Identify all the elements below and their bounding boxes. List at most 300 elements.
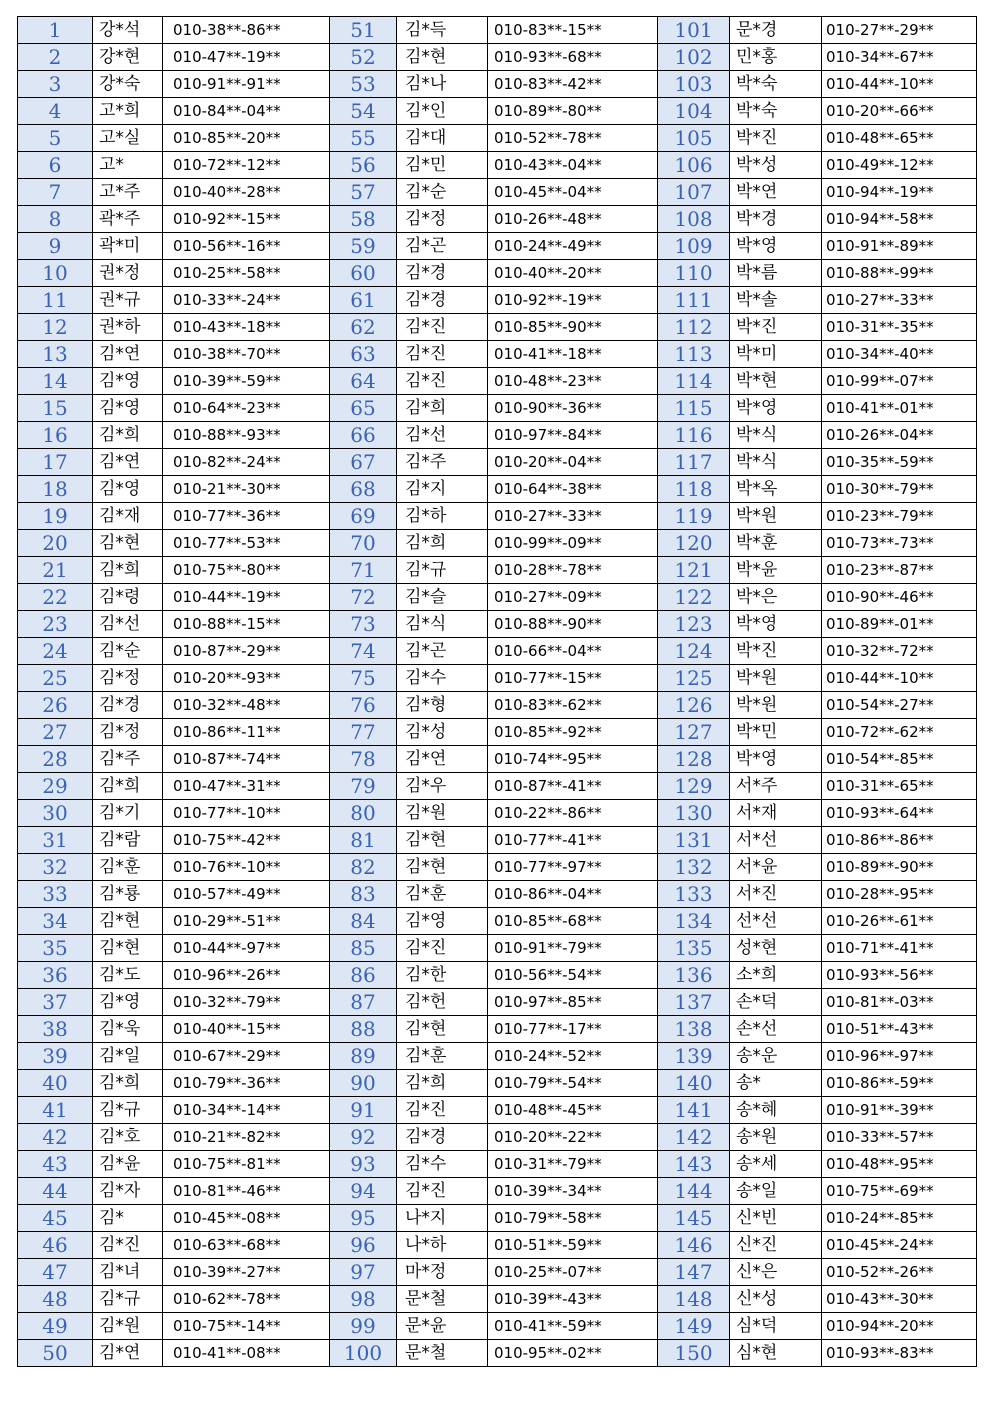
entry-phone: 010-39**-27** xyxy=(163,1259,330,1286)
entry-number: 56 xyxy=(330,152,397,179)
entry-number: 106 xyxy=(658,152,730,179)
entry-name: 김*현 xyxy=(397,1016,488,1043)
entry-number: 128 xyxy=(658,746,730,773)
table-row xyxy=(18,1124,977,1151)
entry-name: 소*희 xyxy=(730,962,822,989)
entry-name: 김*녀 xyxy=(93,1259,163,1286)
entry-number: 24 xyxy=(18,638,93,665)
entry-name: 곽*주 xyxy=(93,206,163,233)
entry-phone: 010-83**-42** xyxy=(488,71,658,98)
entry-name: 김*선 xyxy=(397,422,488,449)
entry-phone: 010-47**-19** xyxy=(163,44,330,71)
entry-name: 송*운 xyxy=(730,1043,822,1070)
entry-phone: 010-62**-78** xyxy=(163,1286,330,1313)
entry-phone: 010-20**-93** xyxy=(163,665,330,692)
entry-phone: 010-88**-90** xyxy=(488,611,658,638)
entry-name: 김*주 xyxy=(397,449,488,476)
entry-name: 신*성 xyxy=(730,1286,822,1313)
entry-name: 서*진 xyxy=(730,881,822,908)
entry-number: 123 xyxy=(658,611,730,638)
entry-number: 117 xyxy=(658,449,730,476)
entry-name: 고*실 xyxy=(93,125,163,152)
table-row xyxy=(18,449,977,476)
entry-number: 63 xyxy=(330,341,397,368)
entry-name: 박*진 xyxy=(730,314,822,341)
entry-number: 22 xyxy=(18,584,93,611)
entry-number: 125 xyxy=(658,665,730,692)
entry-name: 김*진 xyxy=(397,368,488,395)
entry-name: 박*훈 xyxy=(730,530,822,557)
entry-phone: 010-48**-95** xyxy=(822,1151,977,1178)
entry-number: 45 xyxy=(18,1205,93,1232)
entry-phone: 010-87**-29** xyxy=(163,638,330,665)
entry-number: 113 xyxy=(658,341,730,368)
entry-name: 김*진 xyxy=(397,1097,488,1124)
entry-name: 김*진 xyxy=(397,341,488,368)
entry-phone: 010-27**-33** xyxy=(822,287,977,314)
entry-phone: 010-20**-66** xyxy=(822,98,977,125)
entry-name: 송*원 xyxy=(730,1124,822,1151)
entry-number: 47 xyxy=(18,1259,93,1286)
table-row xyxy=(18,1259,977,1286)
entry-name: 김*곤 xyxy=(397,233,488,260)
entry-phone: 010-77**-36** xyxy=(163,503,330,530)
entry-phone: 010-31**-35** xyxy=(822,314,977,341)
entry-name: 김*우 xyxy=(397,773,488,800)
entry-number: 100 xyxy=(330,1340,397,1367)
entry-name: 신*은 xyxy=(730,1259,822,1286)
entry-phone: 010-85**-20** xyxy=(163,125,330,152)
entry-name: 박*영 xyxy=(730,233,822,260)
table-row xyxy=(18,1340,977,1367)
table-row xyxy=(18,692,977,719)
entry-phone: 010-21**-82** xyxy=(163,1124,330,1151)
entry-name: 박*연 xyxy=(730,179,822,206)
entry-phone: 010-90**-46** xyxy=(822,584,977,611)
entry-name: 김*도 xyxy=(93,962,163,989)
entry-number: 140 xyxy=(658,1070,730,1097)
entry-phone: 010-26**-48** xyxy=(488,206,658,233)
entry-phone: 010-44**-19** xyxy=(163,584,330,611)
entry-phone: 010-41**-18** xyxy=(488,341,658,368)
entry-number: 35 xyxy=(18,935,93,962)
entry-name: 심*덕 xyxy=(730,1313,822,1340)
entry-name: 박*식 xyxy=(730,449,822,476)
entry-phone: 010-71**-41** xyxy=(822,935,977,962)
entry-phone: 010-49**-12** xyxy=(822,152,977,179)
entry-name: 나*지 xyxy=(397,1205,488,1232)
entry-number: 101 xyxy=(658,17,730,44)
entry-name: 김* xyxy=(93,1205,163,1232)
entry-name: 박*름 xyxy=(730,260,822,287)
entry-number: 20 xyxy=(18,530,93,557)
entry-phone: 010-48**-45** xyxy=(488,1097,658,1124)
entry-phone: 010-57**-49** xyxy=(163,881,330,908)
entry-phone: 010-48**-23** xyxy=(488,368,658,395)
entry-number: 70 xyxy=(330,530,397,557)
entry-phone: 010-25**-58** xyxy=(163,260,330,287)
entry-name: 김*현 xyxy=(93,935,163,962)
entry-number: 21 xyxy=(18,557,93,584)
entry-number: 27 xyxy=(18,719,93,746)
entry-phone: 010-33**-57** xyxy=(822,1124,977,1151)
entry-phone: 010-39**-43** xyxy=(488,1286,658,1313)
entry-phone: 010-34**-40** xyxy=(822,341,977,368)
entry-number: 83 xyxy=(330,881,397,908)
entry-name: 김*훈 xyxy=(397,881,488,908)
entry-name: 김*한 xyxy=(397,962,488,989)
entry-phone: 010-41**-59** xyxy=(488,1313,658,1340)
entry-name: 김*순 xyxy=(397,179,488,206)
entry-phone: 010-77**-53** xyxy=(163,530,330,557)
entry-name: 김*원 xyxy=(93,1313,163,1340)
entry-phone: 010-94**-19** xyxy=(822,179,977,206)
entry-number: 19 xyxy=(18,503,93,530)
entry-number: 105 xyxy=(658,125,730,152)
entry-phone: 010-22**-86** xyxy=(488,800,658,827)
entry-number: 110 xyxy=(658,260,730,287)
entry-number: 121 xyxy=(658,557,730,584)
entry-name: 김*현 xyxy=(397,827,488,854)
entry-number: 34 xyxy=(18,908,93,935)
entry-number: 109 xyxy=(658,233,730,260)
entry-number: 118 xyxy=(658,476,730,503)
table-row xyxy=(18,584,977,611)
table-row xyxy=(18,206,977,233)
entry-phone: 010-99**-07** xyxy=(822,368,977,395)
entry-name: 김*일 xyxy=(93,1043,163,1070)
entry-phone: 010-26**-61** xyxy=(822,908,977,935)
entry-number: 29 xyxy=(18,773,93,800)
entry-number: 139 xyxy=(658,1043,730,1070)
entry-name: 김*선 xyxy=(93,611,163,638)
entry-name: 김*대 xyxy=(397,125,488,152)
table-row xyxy=(18,719,977,746)
entry-name: 김*하 xyxy=(397,503,488,530)
entry-number: 28 xyxy=(18,746,93,773)
entry-phone: 010-44**-97** xyxy=(163,935,330,962)
entry-number: 119 xyxy=(658,503,730,530)
table-row xyxy=(18,44,977,71)
entry-name: 김*영 xyxy=(93,368,163,395)
entry-number: 104 xyxy=(658,98,730,125)
table-row xyxy=(18,935,977,962)
entry-name: 김*규 xyxy=(93,1097,163,1124)
entry-name: 고*희 xyxy=(93,98,163,125)
entry-phone: 010-91**-79** xyxy=(488,935,658,962)
entry-phone: 010-40**-28** xyxy=(163,179,330,206)
entry-phone: 010-75**-69** xyxy=(822,1178,977,1205)
entry-phone: 010-48**-65** xyxy=(822,125,977,152)
entry-phone: 010-28**-95** xyxy=(822,881,977,908)
entry-name: 김*정 xyxy=(93,719,163,746)
entry-name: 박*영 xyxy=(730,395,822,422)
entry-number: 38 xyxy=(18,1016,93,1043)
entry-number: 129 xyxy=(658,773,730,800)
entry-number: 23 xyxy=(18,611,93,638)
entry-phone: 010-40**-15** xyxy=(163,1016,330,1043)
entry-number: 30 xyxy=(18,800,93,827)
entry-phone: 010-44**-10** xyxy=(822,665,977,692)
entry-number: 136 xyxy=(658,962,730,989)
entry-number: 31 xyxy=(18,827,93,854)
entry-number: 57 xyxy=(330,179,397,206)
entry-number: 94 xyxy=(330,1178,397,1205)
entry-phone: 010-94**-20** xyxy=(822,1313,977,1340)
entry-name: 박*진 xyxy=(730,638,822,665)
entry-phone: 010-96**-26** xyxy=(163,962,330,989)
table-row xyxy=(18,908,977,935)
table-row xyxy=(18,557,977,584)
entry-number: 49 xyxy=(18,1313,93,1340)
entry-phone: 010-77**-41** xyxy=(488,827,658,854)
entry-number: 144 xyxy=(658,1178,730,1205)
entry-name: 나*하 xyxy=(397,1232,488,1259)
entry-phone: 010-72**-12** xyxy=(163,152,330,179)
table-row xyxy=(18,746,977,773)
entry-name: 김*희 xyxy=(93,773,163,800)
entry-name: 김*령 xyxy=(93,584,163,611)
entry-phone: 010-76**-10** xyxy=(163,854,330,881)
entry-name: 김*훈 xyxy=(93,854,163,881)
entry-name: 김*훈 xyxy=(397,1043,488,1070)
entry-name: 박*옥 xyxy=(730,476,822,503)
entry-name: 김*영 xyxy=(397,908,488,935)
entry-phone: 010-77**-97** xyxy=(488,854,658,881)
entry-number: 120 xyxy=(658,530,730,557)
entry-number: 84 xyxy=(330,908,397,935)
table-row xyxy=(18,260,977,287)
table-row xyxy=(18,854,977,881)
entry-number: 14 xyxy=(18,368,93,395)
entry-name: 김*현 xyxy=(93,908,163,935)
entry-phone: 010-56**-16** xyxy=(163,233,330,260)
entry-number: 87 xyxy=(330,989,397,1016)
entry-name: 김*영 xyxy=(93,989,163,1016)
entry-phone: 010-20**-04** xyxy=(488,449,658,476)
entry-name: 박*미 xyxy=(730,341,822,368)
entry-name: 박*경 xyxy=(730,206,822,233)
entry-name: 문*윤 xyxy=(397,1313,488,1340)
entry-name: 김*연 xyxy=(93,449,163,476)
entry-number: 126 xyxy=(658,692,730,719)
entry-number: 92 xyxy=(330,1124,397,1151)
entry-name: 김*호 xyxy=(93,1124,163,1151)
entry-number: 89 xyxy=(330,1043,397,1070)
entry-phone: 010-91**-39** xyxy=(822,1097,977,1124)
entry-name: 민*홍 xyxy=(730,44,822,71)
entry-name: 고* xyxy=(93,152,163,179)
entry-phone: 010-27**-09** xyxy=(488,584,658,611)
entry-phone: 010-31**-79** xyxy=(488,1151,658,1178)
entry-number: 52 xyxy=(330,44,397,71)
entry-number: 75 xyxy=(330,665,397,692)
entry-number: 81 xyxy=(330,827,397,854)
entry-name: 송*혜 xyxy=(730,1097,822,1124)
entry-phone: 010-90**-36** xyxy=(488,395,658,422)
entry-number: 5 xyxy=(18,125,93,152)
entry-phone: 010-94**-58** xyxy=(822,206,977,233)
entry-number: 68 xyxy=(330,476,397,503)
entry-phone: 010-89**-80** xyxy=(488,98,658,125)
entry-name: 권*정 xyxy=(93,260,163,287)
table-row xyxy=(18,503,977,530)
entry-name: 곽*미 xyxy=(93,233,163,260)
entry-name: 김*곤 xyxy=(397,638,488,665)
entry-phone: 010-77**-10** xyxy=(163,800,330,827)
entry-number: 85 xyxy=(330,935,397,962)
entry-number: 134 xyxy=(658,908,730,935)
entry-phone: 010-91**-89** xyxy=(822,233,977,260)
entry-number: 130 xyxy=(658,800,730,827)
entry-name: 김*룡 xyxy=(93,881,163,908)
entry-phone: 010-29**-51** xyxy=(163,908,330,935)
table-row xyxy=(18,1313,977,1340)
entry-phone: 010-75**-81** xyxy=(163,1151,330,1178)
entry-name: 김*수 xyxy=(397,1151,488,1178)
entry-phone: 010-85**-68** xyxy=(488,908,658,935)
entry-name: 김*진 xyxy=(397,1178,488,1205)
entry-name: 김*희 xyxy=(397,395,488,422)
entry-name: 김*헌 xyxy=(397,989,488,1016)
entry-phone: 010-79**-58** xyxy=(488,1205,658,1232)
entry-phone: 010-79**-36** xyxy=(163,1070,330,1097)
entry-name: 김*민 xyxy=(397,152,488,179)
table-row xyxy=(18,881,977,908)
entry-name: 김*기 xyxy=(93,800,163,827)
entry-phone: 010-39**-34** xyxy=(488,1178,658,1205)
entry-phone: 010-88**-15** xyxy=(163,611,330,638)
entry-name: 김*희 xyxy=(93,1070,163,1097)
entry-name: 박*성 xyxy=(730,152,822,179)
entry-name: 김*성 xyxy=(397,719,488,746)
entry-name: 김*득 xyxy=(397,17,488,44)
entry-phone: 010-86**-04** xyxy=(488,881,658,908)
entry-phone: 010-25**-07** xyxy=(488,1259,658,1286)
entry-number: 54 xyxy=(330,98,397,125)
entry-number: 137 xyxy=(658,989,730,1016)
entry-number: 1 xyxy=(18,17,93,44)
entry-phone: 010-77**-17** xyxy=(488,1016,658,1043)
table-row xyxy=(18,1097,977,1124)
entry-name: 김*지 xyxy=(397,476,488,503)
entry-number: 48 xyxy=(18,1286,93,1313)
entry-number: 82 xyxy=(330,854,397,881)
entry-number: 147 xyxy=(658,1259,730,1286)
entry-name: 문*철 xyxy=(397,1286,488,1313)
entry-name: 김*경 xyxy=(93,692,163,719)
entry-number: 80 xyxy=(330,800,397,827)
entry-phone: 010-27**-33** xyxy=(488,503,658,530)
entry-number: 142 xyxy=(658,1124,730,1151)
entry-name: 손*선 xyxy=(730,1016,822,1043)
entry-name: 박*솔 xyxy=(730,287,822,314)
entry-number: 102 xyxy=(658,44,730,71)
entry-phone: 010-73**-73** xyxy=(822,530,977,557)
entry-phone: 010-74**-95** xyxy=(488,746,658,773)
entry-number: 90 xyxy=(330,1070,397,1097)
entry-phone: 010-83**-15** xyxy=(488,17,658,44)
entry-name: 박*윤 xyxy=(730,557,822,584)
entry-name: 강*현 xyxy=(93,44,163,71)
entry-phone: 010-88**-99** xyxy=(822,260,977,287)
entry-number: 25 xyxy=(18,665,93,692)
entry-phone: 010-32**-48** xyxy=(163,692,330,719)
entry-name: 강*석 xyxy=(93,17,163,44)
entry-name: 김*영 xyxy=(93,395,163,422)
entry-name: 김*진 xyxy=(397,935,488,962)
entry-phone: 010-34**-14** xyxy=(163,1097,330,1124)
entry-name: 김*경 xyxy=(397,287,488,314)
entry-name: 김*연 xyxy=(93,341,163,368)
entry-number: 122 xyxy=(658,584,730,611)
entry-number: 44 xyxy=(18,1178,93,1205)
entry-name: 손*덕 xyxy=(730,989,822,1016)
entry-phone: 010-23**-79** xyxy=(822,503,977,530)
entry-number: 76 xyxy=(330,692,397,719)
table-row xyxy=(18,476,977,503)
entry-phone: 010-85**-92** xyxy=(488,719,658,746)
entry-number: 13 xyxy=(18,341,93,368)
entry-name: 서*재 xyxy=(730,800,822,827)
entry-name: 문*철 xyxy=(397,1340,488,1367)
entry-number: 86 xyxy=(330,962,397,989)
entry-name: 김*정 xyxy=(397,206,488,233)
entry-phone: 010-35**-59** xyxy=(822,449,977,476)
entry-phone: 010-64**-38** xyxy=(488,476,658,503)
entry-phone: 010-75**-14** xyxy=(163,1313,330,1340)
entry-phone: 010-88**-93** xyxy=(163,422,330,449)
entry-name: 김*진 xyxy=(93,1232,163,1259)
entry-phone: 010-31**-65** xyxy=(822,773,977,800)
table-row xyxy=(18,989,977,1016)
entry-phone: 010-81**-46** xyxy=(163,1178,330,1205)
entry-number: 4 xyxy=(18,98,93,125)
entry-number: 138 xyxy=(658,1016,730,1043)
entry-number: 3 xyxy=(18,71,93,98)
entry-phone: 010-79**-54** xyxy=(488,1070,658,1097)
entry-number: 116 xyxy=(658,422,730,449)
entry-phone: 010-30**-79** xyxy=(822,476,977,503)
entry-phone: 010-20**-22** xyxy=(488,1124,658,1151)
table-row xyxy=(18,1178,977,1205)
entry-name: 김*규 xyxy=(93,1286,163,1313)
entry-name: 김*진 xyxy=(397,314,488,341)
entry-name: 박*식 xyxy=(730,422,822,449)
entry-number: 62 xyxy=(330,314,397,341)
entry-phone: 010-86**-59** xyxy=(822,1070,977,1097)
entry-name: 김*식 xyxy=(397,611,488,638)
entry-name: 송* xyxy=(730,1070,822,1097)
table-row xyxy=(18,233,977,260)
entry-number: 18 xyxy=(18,476,93,503)
entry-phone: 010-52**-26** xyxy=(822,1259,977,1286)
entry-phone: 010-43**-04** xyxy=(488,152,658,179)
entry-phone: 010-63**-68** xyxy=(163,1232,330,1259)
entry-name: 강*숙 xyxy=(93,71,163,98)
entry-number: 26 xyxy=(18,692,93,719)
entry-name: 김*재 xyxy=(93,503,163,530)
entry-phone: 010-51**-59** xyxy=(488,1232,658,1259)
entry-phone: 010-43**-18** xyxy=(163,314,330,341)
table-row xyxy=(18,1286,977,1313)
entry-name: 박*숙 xyxy=(730,71,822,98)
entry-phone: 010-72**-62** xyxy=(822,719,977,746)
entry-name: 박*진 xyxy=(730,125,822,152)
entry-phone: 010-92**-15** xyxy=(163,206,330,233)
entry-name: 서*윤 xyxy=(730,854,822,881)
entry-number: 114 xyxy=(658,368,730,395)
